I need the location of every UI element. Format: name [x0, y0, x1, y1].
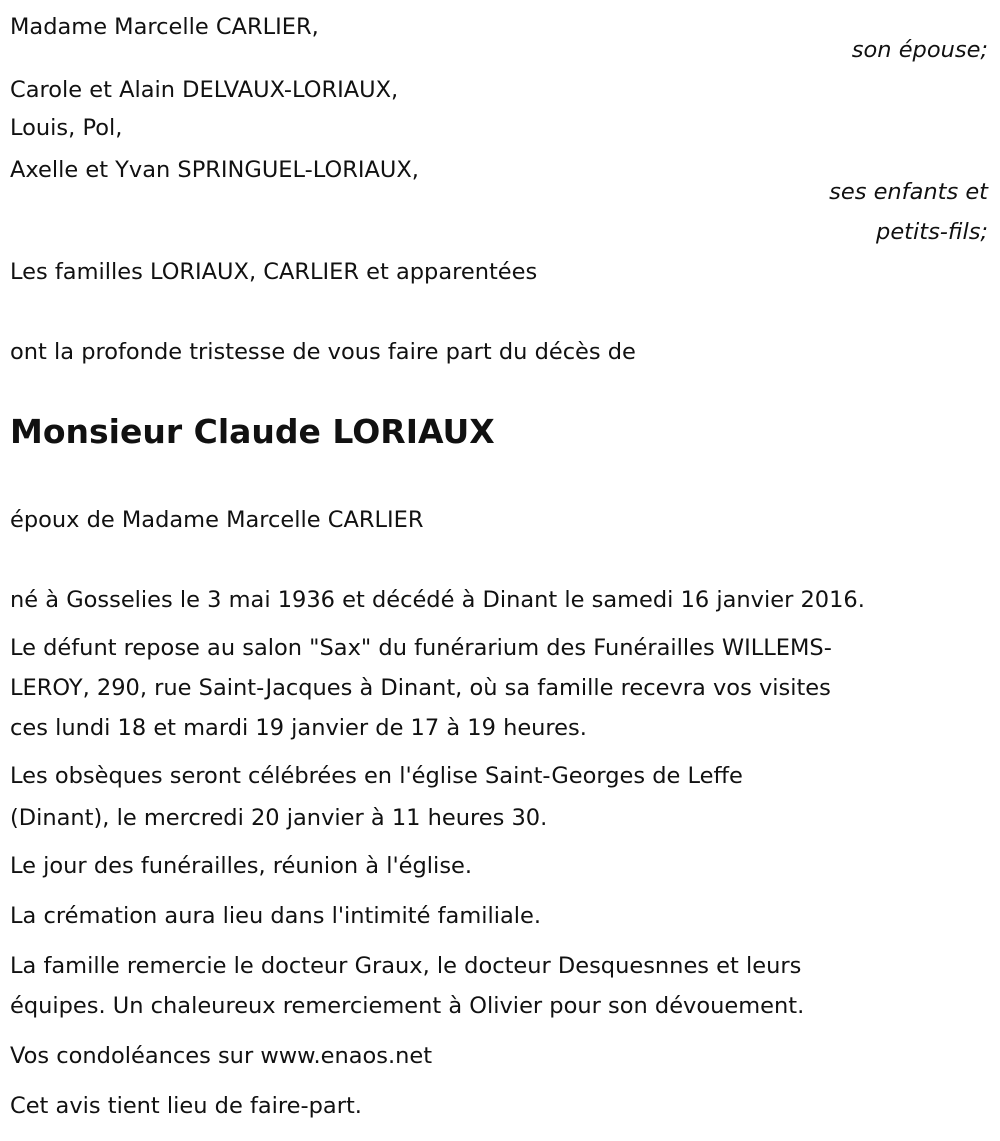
- funeral-line: Les obsèques seront célébrées en l'église Saint-Georges de Leffe: [10, 763, 743, 789]
- condolences: Vos condoléances sur www.enaos.net: [10, 1043, 433, 1069]
- funeral-line: (Dinant), le mercredi 20 janvier à 11 heures 30.: [10, 805, 548, 831]
- spouse-role: son épouse;: [851, 37, 988, 63]
- child-line: Carole et Alain DELVAUX-LORIAUX,: [10, 77, 399, 103]
- visitation-line: LEROY, 290, rue Saint-Jacques à Dinant, où sa famille recevra vos visites: [10, 675, 831, 701]
- children-role: ses enfants et: [829, 179, 988, 205]
- thanks-line: équipes. Un chaleureux remerciement à Olivier pour son dévouement.: [10, 993, 805, 1019]
- meeting: Le jour des funérailles, réunion à l'église.: [10, 853, 473, 879]
- deceased-name: Monsieur Claude LORIAUX: [10, 412, 495, 451]
- spouse-of: époux de Madame Marcelle CARLIER: [10, 507, 424, 533]
- thanks-line: La famille remercie le docteur Graux, le docteur Desquesnnes et leurs: [10, 953, 802, 979]
- children-role: petits-fils;: [876, 219, 988, 245]
- child-line: Axelle et Yvan SPRINGUEL-LORIAUX,: [10, 157, 419, 183]
- visitation-line: ces lundi 18 et mardi 19 janvier de 17 à 19 heures.: [10, 715, 587, 741]
- child-line: Louis, Pol,: [10, 115, 123, 141]
- visitation-line: Le défunt repose au salon "Sax" du funérarium des Funérailles WILLEMS-: [10, 635, 832, 661]
- notice: Cet avis tient lieu de faire-part.: [10, 1093, 362, 1119]
- announcement: ont la profonde tristesse de vous faire part du décès de: [10, 339, 636, 365]
- spouse-name: Madame Marcelle CARLIER,: [10, 14, 319, 40]
- relatives: Les familles LORIAUX, CARLIER et apparentées: [10, 259, 538, 285]
- cremation: La crémation aura lieu dans l'intimité familiale.: [10, 903, 542, 929]
- birth-death: né à Gosselies le 3 mai 1936 et décédé à Dinant le samedi 16 janvier 2016.: [10, 587, 865, 613]
